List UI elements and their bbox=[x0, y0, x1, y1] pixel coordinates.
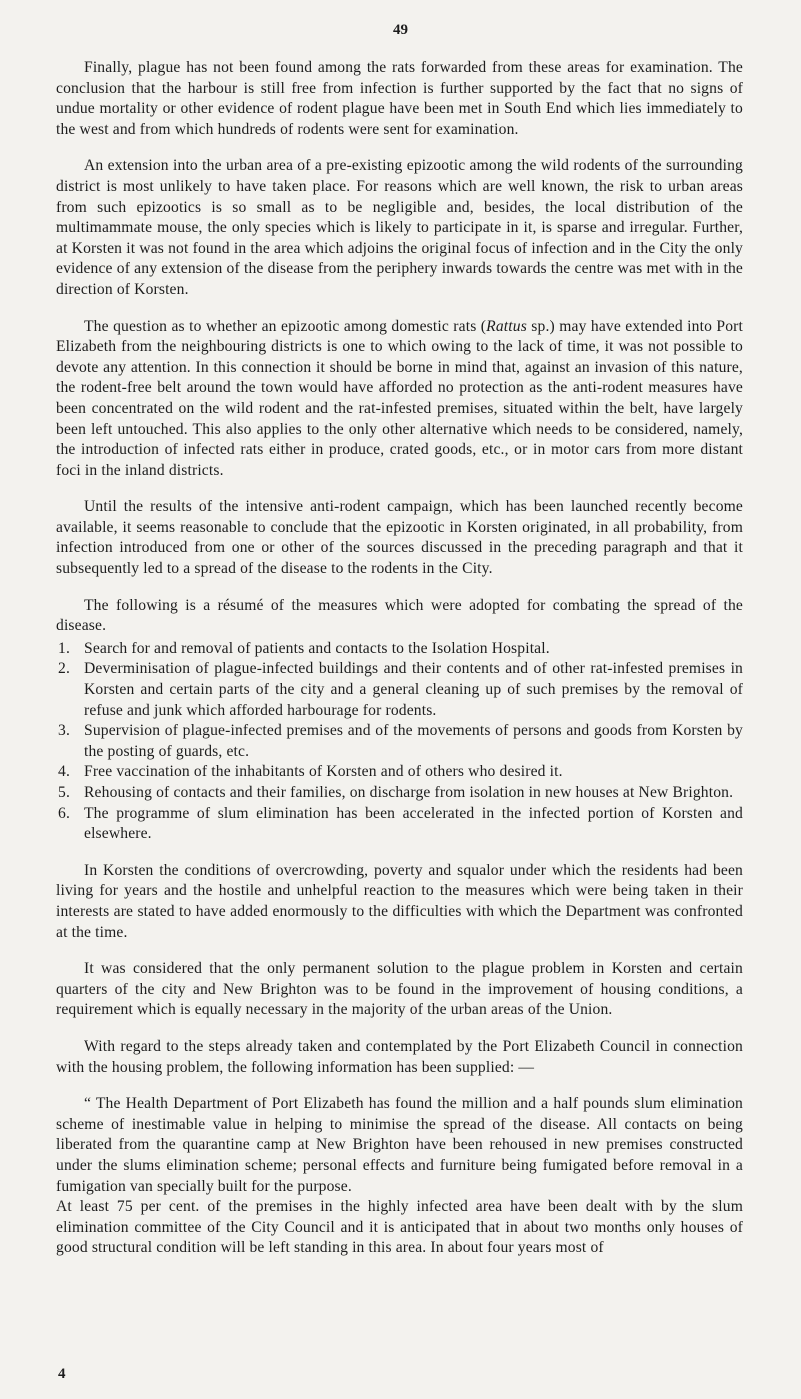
paragraph-korsten-conditions: In Korsten the conditions of overcrowding, poverty and squalor under which the residents had been living for years and the hostile and unhelpful reaction to the measures which were being taken in their interests are stated to have added enormously to the difficulties with which the Department was confronted at the time. bbox=[56, 861, 743, 941]
list-item-number: 4. bbox=[58, 763, 70, 781]
paragraph-domestic-rats-before: The question as to whether an epizootic among domestic rats ( bbox=[84, 317, 487, 335]
list-item bbox=[58, 804, 743, 845]
paragraph-domestic-rats bbox=[56, 317, 743, 482]
list-item-number: 2. bbox=[58, 660, 70, 678]
paragraph-plague-not-found: Finally, plague has not been found among the rats forwarded from these areas for examination. The conclusion that the harbour is still free from infection is further supported by the fact that no signs of undue mortality or other evidence of rodent plague have been met in South End which lies immediately to the west and from which hundreds of rodents were sent for examination. bbox=[56, 59, 743, 138]
list-item bbox=[58, 659, 743, 721]
measures-list bbox=[56, 639, 743, 845]
paragraph-health-department-quote: “ The Health Department of Port Elizabeth has found the million and a half pounds slum elimination scheme of inestimable value in helping to minimise the spread of the disease. All contacts on being liberated from the quarantine camp at New Brighton have been rehoused in new premises constructed under the slums elimination scheme; personal effects and furniture being fumigated before removal in a fumigation van specially built for the purpose. bbox=[56, 1095, 743, 1195]
list-item bbox=[58, 721, 743, 762]
paragraph-urban-extension: An extension into the urban area of a pre-existing epizootic among the wild rodents of the surrounding district is most unlikely to have taken place. For reasons which are well known, the risk to urban areas from such epizootics is so small as to be negligible and, besides, the local distribution of the multimammate mouse, the only species which is likely to participate in it, is sparse and irregular. Further, at Korsten it was not found in the area which adjoins the original focus of infection and in the City the only evidence of any extension of the disease from the periphery inwards towards the centre was met with in the direction of Korsten. bbox=[56, 157, 743, 298]
list-item-text: Supervision of plague-infected premises and of the movements of persons and goods from Korsten by the posting of guards, etc. bbox=[84, 722, 743, 760]
list-item-text: Deverminisation of plague-infected buildings and their contents and of other rat-infested premises in Korsten and certain parts of the city and a general cleaning up of such premises by the removal of refuse and junk which afforded harbourage for rodents. bbox=[84, 660, 743, 719]
list-item bbox=[58, 639, 743, 660]
paragraph-domestic-rats-after: sp.) may have extended into Port Elizabeth from the neighbouring districts is one to which owing to the lack of time, it was not possible to devote any attention. In this connection it should be borne in mind that, against an invasion of this nature, the rodent-free belt around the town would have afforded no protection as the anti-rodent measures have been concentrated on the wild rodent and the rat-infested premises, situated within the belt, have largely been left untouched. This also applies to the only other alternative which needs to be considered, namely, the introduction of infected rats either in produce, crated goods, etc., or in motor cars from more distant foci in the inland districts. bbox=[56, 317, 743, 479]
list-item-text: Search for and removal of patients and contacts to the Isolation Hospital. bbox=[84, 639, 550, 657]
list-item-text: Rehousing of contacts and their families, on discharge from isolation in new houses at New Brighton. bbox=[84, 784, 734, 801]
list-item-number: 3. bbox=[58, 722, 70, 740]
rattus-italic: Rattus bbox=[486, 317, 527, 335]
page-number: 49 bbox=[393, 22, 408, 38]
paragraph-housing-information: With regard to the steps already taken and contemplated by the Port Elizabeth Council in connection with the housing problem, the following information has been supplied: — bbox=[56, 1037, 743, 1076]
list-item-number: 6. bbox=[58, 804, 70, 822]
footer-signature-number: 4 bbox=[58, 1366, 66, 1382]
list-item bbox=[58, 783, 743, 804]
list-item-number: 1. bbox=[58, 639, 70, 657]
paragraph-permanent-solution: It was considered that the only permanent solution to the plague problem in Korsten and certain quarters of the city and New Brighton was to be found in the improvement of housing conditions, a requirement which is equally necessary in the majority of the urban areas of the Union. bbox=[56, 960, 743, 1019]
list-item bbox=[58, 762, 743, 783]
paragraph-anti-rodent-campaign: Until the results of the intensive anti-rodent campaign, which has been launched recently become available, it seems reasonable to conclude that the epizootic in Korsten originated, in all probability, from infection introduced from one or other of the sources discussed in the preceding paragraph and that it subsequently led to a spread of the disease to the rodents in the City. bbox=[56, 498, 743, 578]
paragraph-resume-intro: The following is a résumé of the measures which were adopted for combating the spread of the disease. bbox=[56, 596, 743, 635]
list-item-text: Free vaccination of the inhabitants of Korsten and of others who desired it. bbox=[84, 763, 563, 781]
paragraph-slum-elimination-progress: At least 75 per cent. of the premises in the highly infected area have been dealt with by the slum elimination committee of the City Council and it is anticipated that in about two months only houses of good structural condition will be left standing in this area. In about four years most of bbox=[56, 1198, 743, 1257]
list-item-text: The programme of slum elimination has been accelerated in the infected portion of Korsten and elsewhere. bbox=[84, 804, 743, 843]
list-item-number: 5. bbox=[58, 784, 70, 801]
